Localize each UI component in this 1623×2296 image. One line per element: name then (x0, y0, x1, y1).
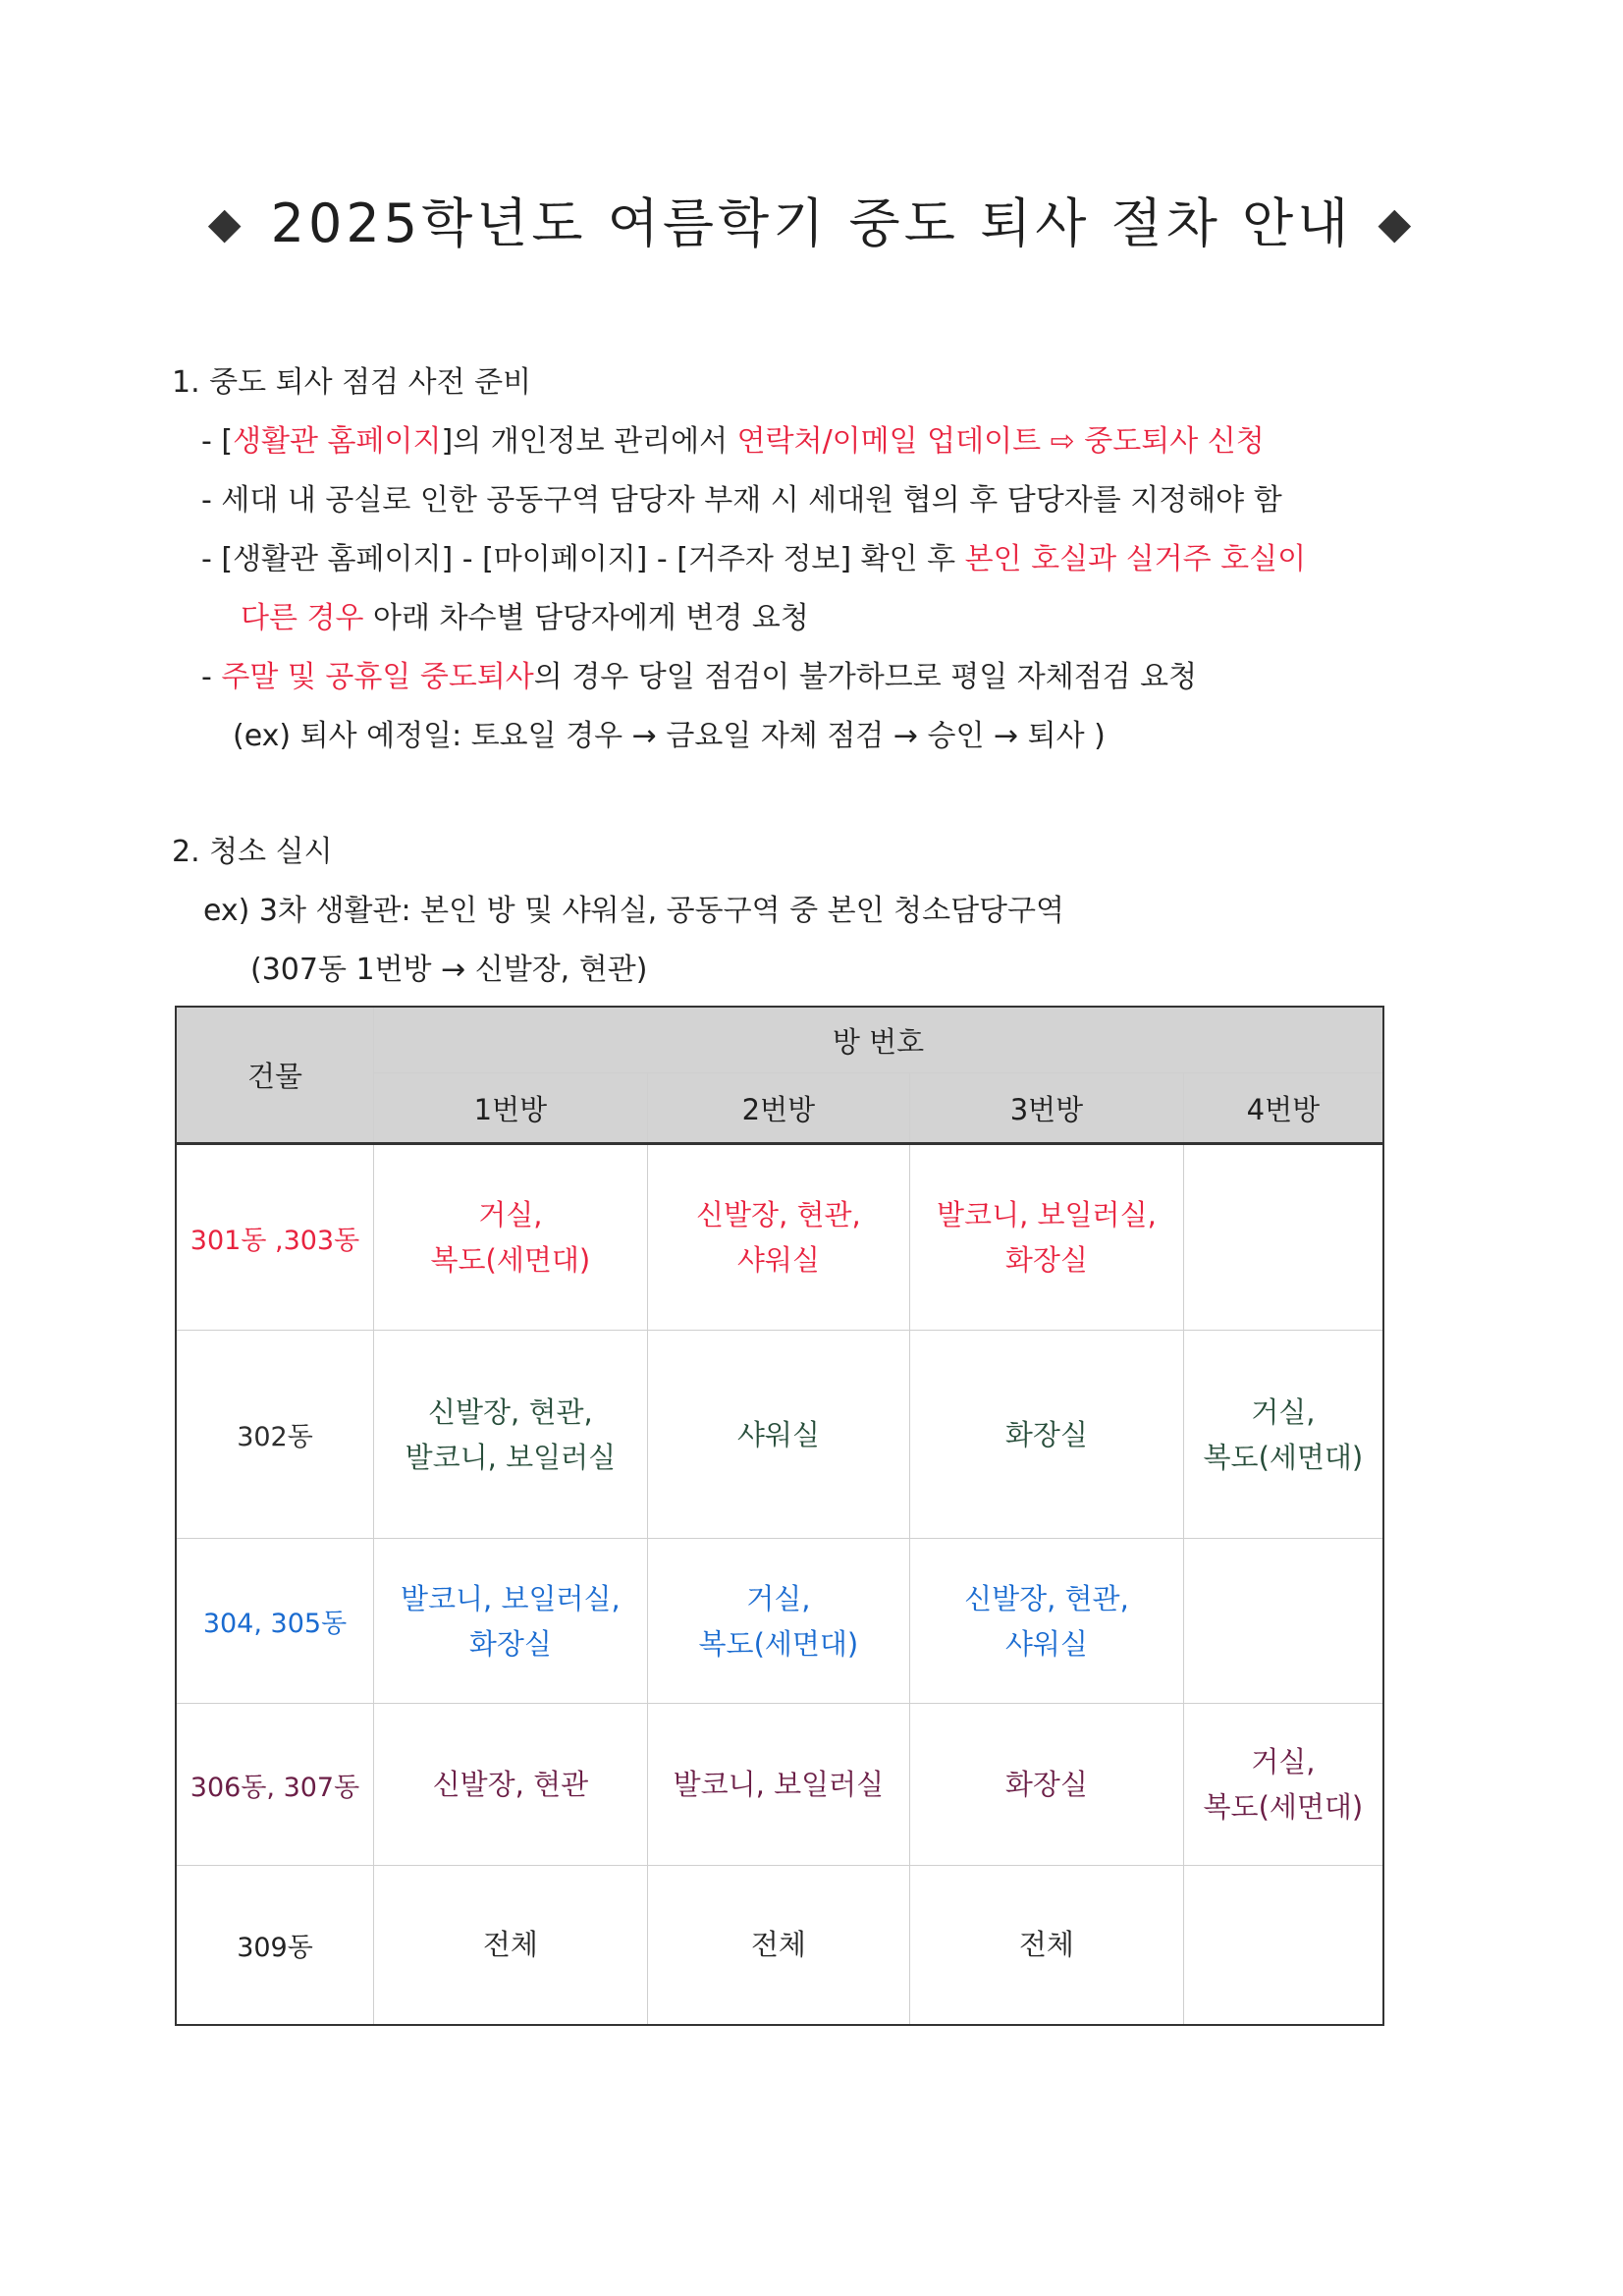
area-text: 전체 (482, 1928, 538, 1962)
area-cell (374, 1144, 648, 1331)
area-cell (1183, 1704, 1383, 1866)
area-text: 복도(세면대) (1203, 1440, 1364, 1474)
area-text: 전체 (750, 1928, 806, 1962)
area-cell (1183, 1539, 1383, 1704)
area-cell (910, 1704, 1184, 1866)
area-text: 화장실 (1004, 1243, 1088, 1277)
area-cell (647, 1866, 909, 2025)
table-row (176, 1144, 1383, 1331)
area-cell (1183, 1144, 1383, 1331)
page-title (0, 182, 1623, 257)
area-text: 샤워실 (736, 1243, 820, 1277)
area-cell (647, 1539, 909, 1704)
building-header: 건물 (176, 1007, 374, 1144)
table-row (176, 1866, 1383, 2025)
room-header: 4번방 (1183, 1073, 1383, 1144)
prep-line-4: 다른 경우 아래 차수별 담당자에게 변경 요청 (241, 601, 809, 635)
area-text: 발코니, 보일러실, (937, 1198, 1157, 1231)
area-text: 복도(세면대) (430, 1243, 591, 1277)
area-text: 화장실 (1004, 1417, 1088, 1451)
area-text: 발코니, 보일러실 (405, 1440, 617, 1474)
area-text: 복도(세면대) (1203, 1790, 1364, 1824)
room-header: 2번방 (647, 1073, 909, 1144)
prep-example: (ex) 퇴사 예정일: 토요일 경우 → 금요일 자체 점검 → 승인 → 퇴사 ) (233, 719, 1106, 753)
area-text: 신발장, 현관, (428, 1394, 593, 1429)
area-text: 화장실 (1004, 1768, 1088, 1801)
room-header: 1번방 (374, 1073, 648, 1144)
prep-line-5: - 주말 및 공휴일 중도퇴사의 경우 당일 점검이 불가하므로 평일 자체점검 요청 (201, 660, 1198, 694)
table-row (176, 1539, 1383, 1704)
area-text: 전체 (1018, 1928, 1074, 1962)
area-cell (647, 1704, 909, 1866)
area-text: 신발장, 현관, (964, 1581, 1129, 1615)
area-text: 거실, (478, 1198, 543, 1231)
building-cell: 301동 ,303동 (176, 1144, 374, 1331)
area-text: 샤워실 (736, 1417, 820, 1451)
section-prep (172, 354, 1306, 766)
building-cell: 302동 (176, 1331, 374, 1539)
area-text: 거실, (1251, 1394, 1316, 1429)
area-text: 거실, (1251, 1745, 1316, 1778)
section-heading: 2. 청소 실시 (172, 835, 333, 869)
table-row (176, 1704, 1383, 1866)
area-cell (374, 1539, 648, 1704)
update-instruction: 연락처/이메일 업데이트 ⇨ 중도퇴사 신청 (736, 424, 1265, 459)
table-row (176, 1331, 1383, 1539)
area-cell (647, 1331, 909, 1539)
prep-line-3: - [생활관 홈페이지] - [마이페이지] - [거주자 정보] 확인 후 본인 호실과 실거주 호실이 (201, 542, 1307, 576)
section-heading: 1. 중도 퇴사 점검 사전 준비 (172, 365, 532, 400)
area-text: 거실, (746, 1581, 811, 1615)
diamond-right-icon: ◆ (1378, 198, 1416, 248)
prep-line-2: - 세대 내 공실로 인한 공동구역 담당자 부재 시 세대원 협의 후 담당자를 지정해야 함 (201, 483, 1282, 518)
area-text: 발코니, 보일러실, (400, 1581, 621, 1615)
building-cell: 306동, 307동 (176, 1704, 374, 1866)
area-cell (910, 1144, 1184, 1331)
area-cell (910, 1539, 1184, 1704)
area-cell (910, 1331, 1184, 1539)
area-cell (374, 1866, 648, 2025)
room-number-header: 방 번호 (374, 1007, 1384, 1073)
cleaning-area-table (175, 1006, 1384, 2026)
area-text: 복도(세면대) (698, 1626, 859, 1661)
area-cell (1183, 1331, 1383, 1539)
section-cleaning (172, 823, 1064, 1000)
building-cell: 309동 (176, 1866, 374, 2025)
area-cell (1183, 1866, 1383, 2025)
area-cell (374, 1704, 648, 1866)
title-text: 2025학년도 여름학기 중도 퇴사 절차 안내 (270, 192, 1353, 254)
area-cell (374, 1331, 648, 1539)
area-text: 발코니, 보일러실 (673, 1768, 885, 1801)
area-cell (647, 1144, 909, 1331)
diamond-left-icon: ◆ (207, 198, 245, 248)
homepage-link[interactable]: 생활관 홈페이지 (233, 424, 442, 459)
cleaning-example: ex) 3차 생활관: 본인 방 및 샤워실, 공동구역 중 본인 청소담당구역 (203, 894, 1064, 928)
room-header: 3번방 (910, 1073, 1184, 1144)
cleaning-example-detail: (307동 1번방 → 신발장, 현관) (250, 953, 648, 987)
area-cell (910, 1866, 1184, 2025)
area-text: 신발장, 현관, (696, 1198, 861, 1231)
area-text: 샤워실 (1004, 1626, 1088, 1661)
building-cell: 304, 305동 (176, 1539, 374, 1704)
area-text: 신발장, 현관 (432, 1768, 589, 1801)
area-text: 화장실 (468, 1626, 552, 1661)
prep-line-1: - [생활관 홈페이지]의 개인정보 관리에서 연락처/이메일 업데이트 ⇨ 중도퇴사 신청 (201, 424, 1265, 459)
